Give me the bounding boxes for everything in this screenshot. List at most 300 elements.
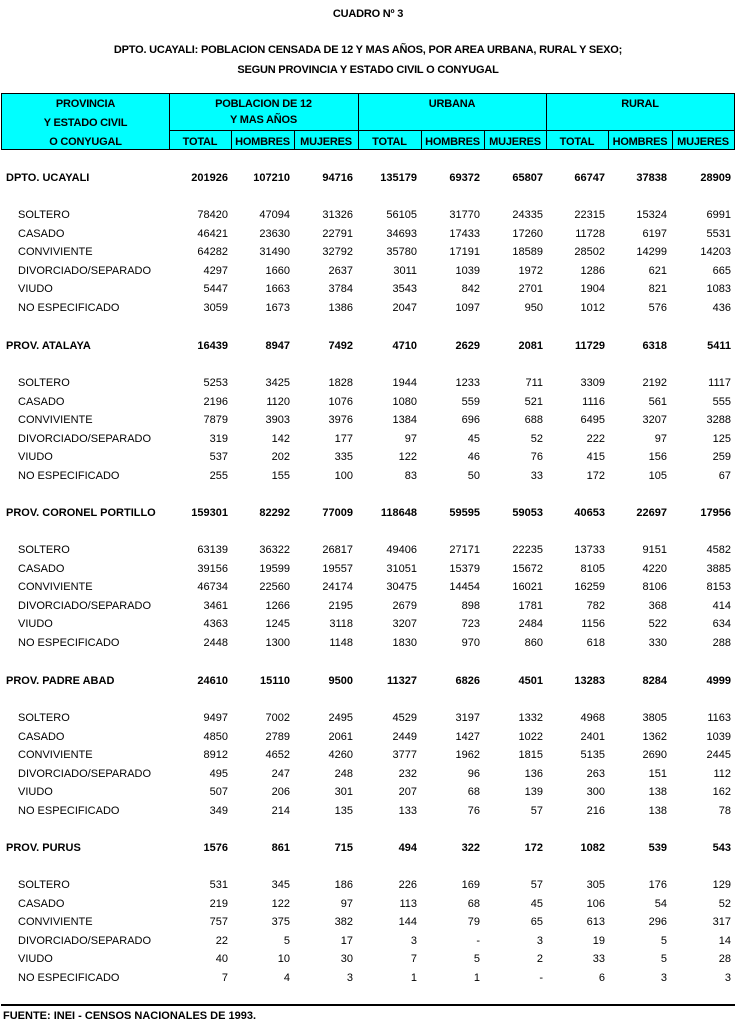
cell-value: 2081 xyxy=(518,340,543,352)
row-label: CONVIVIENTE xyxy=(18,414,93,426)
cell-value: 3197 xyxy=(455,712,480,724)
row-label: NO ESPECIFICADO xyxy=(18,470,120,482)
cell-value: 715 xyxy=(334,842,353,854)
source-note: FUENTE: INEI - CENSOS NACIONALES DE 1993. xyxy=(3,1010,257,1022)
cell-value: 37838 xyxy=(636,172,667,184)
cell-value: 2448 xyxy=(203,637,228,649)
cell-value: 176 xyxy=(648,879,667,891)
cell-value: 169 xyxy=(461,879,480,891)
cell-value: 414 xyxy=(712,600,731,612)
cell-value: 613 xyxy=(586,916,605,928)
cell-value: 3207 xyxy=(642,414,667,426)
cell-value: 7879 xyxy=(203,414,228,426)
cell-value: 1781 xyxy=(518,600,543,612)
header-conyugal: O CONYUGAL xyxy=(49,136,122,148)
table-row xyxy=(0,953,736,969)
cell-value: 94716 xyxy=(322,172,353,184)
section-label: PROV. ATALAYA xyxy=(6,340,91,352)
cell-value: 151 xyxy=(648,768,667,780)
cell-value: 45 xyxy=(467,433,480,445)
cell-value: 317 xyxy=(712,916,731,928)
cell-value: 113 xyxy=(399,898,417,910)
cell-value: 129 xyxy=(712,879,731,891)
cell-value: 3 xyxy=(660,972,667,984)
cell-value: 122 xyxy=(271,898,290,910)
cell-value: 2701 xyxy=(518,283,543,295)
cell-value: 97 xyxy=(340,898,353,910)
cell-value: 3 xyxy=(410,935,417,947)
cell-value: 3207 xyxy=(392,618,417,630)
cell-value: 3461 xyxy=(203,600,228,612)
cell-value: 2629 xyxy=(455,340,480,352)
cell-value: 1286 xyxy=(580,265,605,277)
row-label: DIVORCIADO/SEPARADO xyxy=(18,768,152,780)
table-row xyxy=(0,396,736,412)
cell-value: 782 xyxy=(586,600,605,612)
cell-value: 4501 xyxy=(518,675,543,687)
cell-value: 30475 xyxy=(386,581,417,593)
cell-value: 56105 xyxy=(386,209,417,221)
cell-value: - xyxy=(539,972,543,984)
cell-value: 133 xyxy=(398,805,417,817)
section-label: PROV. PADRE ABAD xyxy=(6,675,115,687)
cell-value: 79 xyxy=(467,916,480,928)
row-label: CONVIVIENTE xyxy=(18,916,93,928)
cell-value: 1266 xyxy=(265,600,290,612)
cell-value: 1332 xyxy=(518,712,543,724)
cell-value: 97 xyxy=(404,433,417,445)
cell-value: 1362 xyxy=(642,731,667,743)
cell-value: 23630 xyxy=(259,228,290,240)
row-label: NO ESPECIFICADO xyxy=(18,302,120,314)
cell-value: 78420 xyxy=(197,209,228,221)
cell-value: 3 xyxy=(724,972,731,984)
table-row xyxy=(0,470,736,486)
table-row xyxy=(0,935,736,951)
cell-value: 2637 xyxy=(328,265,353,277)
header-col-hombres: HOMBRES xyxy=(612,136,668,148)
cell-value: 5253 xyxy=(203,377,228,389)
cell-value: 1660 xyxy=(265,265,290,277)
cell-value: 13733 xyxy=(574,544,605,556)
cell-value: 5447 xyxy=(203,283,228,295)
cell-value: 2449 xyxy=(392,731,417,743)
cell-value: 1083 xyxy=(706,283,731,295)
cell-value: 1076 xyxy=(328,396,353,408)
cell-value: 17260 xyxy=(512,228,543,240)
cell-value: 1117 xyxy=(708,377,731,389)
header-group-urbana: URBANA xyxy=(428,98,476,110)
cell-value: 4 xyxy=(283,972,290,984)
cell-value: 723 xyxy=(461,618,480,630)
cell-value: 30 xyxy=(340,953,353,965)
cell-value: 47094 xyxy=(259,209,290,221)
cell-value: 345 xyxy=(271,879,290,891)
cell-value: 3 xyxy=(346,972,353,984)
cell-value: 4710 xyxy=(392,340,417,352)
cell-value: 305 xyxy=(586,879,605,891)
cell-value: 64282 xyxy=(197,246,228,258)
cell-value: 1245 xyxy=(265,618,290,630)
cell-value: 2690 xyxy=(642,749,667,761)
row-label: SOLTERO xyxy=(18,209,70,221)
cell-value: 1576 xyxy=(203,842,228,854)
cell-value: 2061 xyxy=(328,731,353,743)
cell-value: 494 xyxy=(398,842,417,854)
cell-value: 22697 xyxy=(636,507,667,519)
row-label: NO ESPECIFICADO xyxy=(18,637,120,649)
cell-value: 4652 xyxy=(265,749,290,761)
cell-value: 24174 xyxy=(322,581,353,593)
cell-value: 69372 xyxy=(449,172,480,184)
cell-value: 31490 xyxy=(259,246,290,258)
cell-value: 1944 xyxy=(392,377,417,389)
cell-value: 1080 xyxy=(392,396,417,408)
cell-value: 207 xyxy=(398,786,417,798)
cell-value: 201926 xyxy=(191,172,228,184)
cell-value: 1120 xyxy=(266,396,290,408)
cell-value: 118648 xyxy=(380,507,417,519)
cell-value: 5531 xyxy=(706,228,731,240)
cell-value: 57 xyxy=(530,879,543,891)
cell-value: 1082 xyxy=(580,842,605,854)
header-col-hombres: HOMBRES xyxy=(425,136,480,148)
cell-value: 1039 xyxy=(455,265,480,277)
cell-value: 22 xyxy=(215,935,228,947)
cell-value: 219 xyxy=(209,898,228,910)
cell-value: 415 xyxy=(586,451,605,463)
cell-value: 11729 xyxy=(575,340,605,352)
cell-value: 59053 xyxy=(512,507,543,519)
cell-value: 1830 xyxy=(392,637,417,649)
row-label: SOLTERO xyxy=(18,544,70,556)
cell-value: 561 xyxy=(648,396,667,408)
cell-value: 375 xyxy=(271,916,290,928)
cell-value: 665 xyxy=(712,265,731,277)
cell-value: 4968 xyxy=(580,712,605,724)
cell-value: 543 xyxy=(712,842,731,854)
cell-value: 28502 xyxy=(574,246,605,258)
cell-value: 382 xyxy=(334,916,353,928)
row-label: SOLTERO xyxy=(18,712,70,724)
table-row xyxy=(0,563,736,579)
cell-value: 31326 xyxy=(322,209,353,221)
cell-value: 46734 xyxy=(197,581,228,593)
header-col-total: TOTAL xyxy=(559,136,595,148)
cell-value: 1386 xyxy=(328,302,353,314)
cell-value: 3288 xyxy=(706,414,731,426)
cell-value: 105 xyxy=(648,470,667,482)
table-row xyxy=(0,898,736,914)
header-col-mujeres: MUJERES xyxy=(677,136,729,148)
cell-value: 2196 xyxy=(203,396,228,408)
cell-value: 9151 xyxy=(642,544,667,556)
cell-value: 6318 xyxy=(642,340,667,352)
cell-value: 57 xyxy=(530,805,543,817)
row-label: CASADO xyxy=(18,396,65,408)
cell-value: 65 xyxy=(530,916,543,928)
table-row xyxy=(0,637,736,653)
row-label: SOLTERO xyxy=(18,879,70,891)
table-row xyxy=(0,786,736,802)
cell-value: 19557 xyxy=(322,563,353,575)
header-group-poblacion-line2: Y MAS AÑOS xyxy=(229,114,298,126)
cell-value: 177 xyxy=(334,433,353,445)
cell-value: 322 xyxy=(461,842,480,854)
header-estado-civil: Y ESTADO CIVIL xyxy=(43,117,128,129)
cell-value: 138 xyxy=(648,805,667,817)
table-row xyxy=(0,600,736,616)
cell-value: - xyxy=(476,935,480,947)
cell-value: 27171 xyxy=(449,544,480,556)
header-col-total: TOTAL xyxy=(182,136,218,148)
cell-value: 5135 xyxy=(580,749,605,761)
cell-value: 10 xyxy=(277,953,290,965)
table-row xyxy=(0,618,736,634)
table-row xyxy=(0,749,736,765)
cell-value: 186 xyxy=(334,879,353,891)
cell-value: 11327 xyxy=(387,675,417,687)
cell-value: 16259 xyxy=(574,581,605,593)
cell-value: 67 xyxy=(718,470,731,482)
cell-value: 135179 xyxy=(380,172,417,184)
cell-value: 3059 xyxy=(203,302,228,314)
row-label: DIVORCIADO/SEPARADO xyxy=(18,935,152,947)
cell-value: 107210 xyxy=(253,172,290,184)
table-row xyxy=(0,731,736,747)
cell-value: 970 xyxy=(461,637,480,649)
cell-value: 139 xyxy=(524,786,543,798)
cell-value: 49406 xyxy=(386,544,417,556)
cell-value: 860 xyxy=(524,637,543,649)
row-label: CONVIVIENTE xyxy=(18,246,93,258)
cell-value: 3885 xyxy=(706,563,731,575)
header-col-mujeres: MUJERES xyxy=(489,136,541,148)
cell-value: 2047 xyxy=(392,302,417,314)
section-label: PROV. PURUS xyxy=(6,842,81,854)
cell-value: 3309 xyxy=(580,377,605,389)
cell-value: 368 xyxy=(648,600,667,612)
cell-value: 22235 xyxy=(512,544,543,556)
cell-value: 16021 xyxy=(512,581,543,593)
cell-value: 2495 xyxy=(328,712,353,724)
cell-value: 301 xyxy=(334,786,353,798)
cell-value: 15324 xyxy=(636,209,667,221)
cell-value: 8153 xyxy=(706,581,731,593)
cell-value: 35780 xyxy=(386,246,417,258)
cell-value: 100 xyxy=(334,470,353,482)
cell-value: 7 xyxy=(410,953,417,965)
cell-value: 33 xyxy=(592,953,605,965)
cell-value: 2679 xyxy=(392,600,417,612)
table-header xyxy=(1,93,735,150)
cell-value: 576 xyxy=(648,302,667,314)
table-row xyxy=(0,433,736,449)
cell-value: 1012 xyxy=(580,302,605,314)
cell-value: 82292 xyxy=(259,507,290,519)
cell-value: 349 xyxy=(209,805,228,817)
cell-value: 522 xyxy=(648,618,667,630)
cell-value: 136 xyxy=(524,768,543,780)
cell-value: 711 xyxy=(525,377,543,389)
table-number: CUADRO Nº 3 xyxy=(332,8,404,20)
cell-value: 46 xyxy=(467,451,480,463)
cell-value: 78 xyxy=(718,805,731,817)
row-label: CASADO xyxy=(18,228,65,240)
cell-value: 1904 xyxy=(580,283,605,295)
cell-value: 2195 xyxy=(328,600,353,612)
cell-value: 521 xyxy=(524,396,543,408)
cell-value: 15379 xyxy=(449,563,480,575)
row-label: VIUDO xyxy=(18,618,53,630)
cell-value: 3784 xyxy=(328,283,353,295)
cell-value: 3118 xyxy=(329,618,353,630)
cell-value: 1097 xyxy=(455,302,480,314)
cell-value: 4220 xyxy=(642,563,667,575)
cell-value: 634 xyxy=(712,618,731,630)
cell-value: 531 xyxy=(209,879,228,891)
section-row xyxy=(0,340,736,356)
section-row xyxy=(0,172,736,188)
cell-value: 3903 xyxy=(265,414,290,426)
cell-value: 1156 xyxy=(581,618,605,630)
cell-value: 757 xyxy=(209,916,228,928)
cell-value: 621 xyxy=(648,265,667,277)
cell-value: 33 xyxy=(530,470,543,482)
cell-value: 28 xyxy=(718,953,731,965)
table-row xyxy=(0,712,736,728)
row-label: VIUDO xyxy=(18,451,53,463)
row-label: VIUDO xyxy=(18,283,53,295)
cell-value: 2789 xyxy=(265,731,290,743)
table-row xyxy=(0,879,736,895)
cell-value: 28909 xyxy=(700,172,731,184)
row-label: DIVORCIADO/SEPARADO xyxy=(18,600,152,612)
table-row xyxy=(0,228,736,244)
cell-value: 4260 xyxy=(328,749,353,761)
table-row xyxy=(0,768,736,784)
cell-value: 52 xyxy=(718,898,731,910)
cell-value: 7492 xyxy=(328,340,353,352)
cell-value: 214 xyxy=(271,805,290,817)
cell-value: 1300 xyxy=(265,637,290,649)
table-row xyxy=(0,544,736,560)
cell-value: 16439 xyxy=(197,340,228,352)
cell-value: 34693 xyxy=(386,228,417,240)
cell-value: 1972 xyxy=(518,265,543,277)
cell-value: 296 xyxy=(648,916,667,928)
table-row xyxy=(0,377,736,393)
cell-value: 1 xyxy=(473,972,480,984)
cell-value: 3425 xyxy=(265,377,290,389)
cell-value: 4850 xyxy=(203,731,228,743)
cell-value: 216 xyxy=(586,805,605,817)
row-label: SOLTERO xyxy=(18,377,70,389)
row-label: DIVORCIADO/SEPARADO xyxy=(18,433,152,445)
row-label: VIUDO xyxy=(18,786,53,798)
cell-value: 15110 xyxy=(260,675,290,687)
cell-value: 8947 xyxy=(265,340,290,352)
cell-value: 2401 xyxy=(580,731,605,743)
cell-value: 125 xyxy=(712,433,731,445)
cell-value: 63139 xyxy=(197,544,228,556)
cell-value: 17433 xyxy=(449,228,480,240)
cell-value: 226 xyxy=(398,879,417,891)
cell-value: 3011 xyxy=(393,265,417,277)
cell-value: 330 xyxy=(648,637,667,649)
cell-value: 259 xyxy=(712,451,731,463)
cell-value: 59595 xyxy=(449,507,480,519)
cell-value: 77009 xyxy=(322,507,353,519)
row-label: CASADO xyxy=(18,898,65,910)
cell-value: 83 xyxy=(404,470,417,482)
cell-value: 22560 xyxy=(259,581,290,593)
cell-value: 9500 xyxy=(328,675,353,687)
cell-value: 4582 xyxy=(706,544,731,556)
cell-value: 66747 xyxy=(574,172,605,184)
cell-value: 5 xyxy=(660,935,667,947)
cell-value: 1116 xyxy=(582,396,605,408)
cell-value: 122 xyxy=(398,451,417,463)
cell-value: 5 xyxy=(660,953,667,965)
table-row xyxy=(0,805,736,821)
table-row xyxy=(0,451,736,467)
cell-value: 40 xyxy=(215,953,228,965)
header-col-hombres: HOMBRES xyxy=(235,136,290,148)
cell-value: 8284 xyxy=(642,675,667,687)
cell-value: 5 xyxy=(283,935,290,947)
cell-value: 6197 xyxy=(642,228,667,240)
cell-value: 5411 xyxy=(707,340,731,352)
cell-value: 288 xyxy=(712,637,731,649)
table-title-line1: DPTO. UCAYALI: POBLACION CENSADA DE 12 Y MAS AÑOS, POR AREA URBANA, RURAL Y SEXO; xyxy=(113,44,623,56)
cell-value: 559 xyxy=(461,396,480,408)
table-row xyxy=(0,246,736,262)
cell-value: 52 xyxy=(530,433,543,445)
footer-rule xyxy=(1,1004,735,1006)
cell-value: 3 xyxy=(536,935,543,947)
cell-value: 1039 xyxy=(706,731,731,743)
cell-value: 138 xyxy=(648,786,667,798)
cell-value: 555 xyxy=(712,396,731,408)
cell-value: 6495 xyxy=(580,414,605,426)
cell-value: 22791 xyxy=(322,228,353,240)
cell-value: 14299 xyxy=(636,246,667,258)
cell-value: 26817 xyxy=(322,544,353,556)
cell-value: 507 xyxy=(209,786,228,798)
cell-value: 32792 xyxy=(322,246,353,258)
cell-value: 1163 xyxy=(707,712,731,724)
cell-value: 13283 xyxy=(574,675,605,687)
cell-value: 539 xyxy=(648,842,667,854)
cell-value: 17956 xyxy=(700,507,731,519)
cell-value: 31051 xyxy=(386,563,417,575)
cell-value: 8106 xyxy=(642,581,667,593)
table-row xyxy=(0,916,736,932)
cell-value: 11728 xyxy=(575,228,605,240)
row-label: DIVORCIADO/SEPARADO xyxy=(18,265,152,277)
row-label: CONVIVIENTE xyxy=(18,581,93,593)
cell-value: 68 xyxy=(467,898,480,910)
cell-value: 96 xyxy=(467,768,480,780)
cell-value: 436 xyxy=(712,302,731,314)
cell-value: 19 xyxy=(592,935,605,947)
table-row xyxy=(0,972,736,988)
table-title-line2: SEGUN PROVINCIA Y ESTADO CIVIL O CONYUGAL xyxy=(237,64,499,76)
cell-value: 45 xyxy=(530,898,543,910)
cell-value: 9497 xyxy=(203,712,228,724)
cell-value: 861 xyxy=(271,842,290,854)
